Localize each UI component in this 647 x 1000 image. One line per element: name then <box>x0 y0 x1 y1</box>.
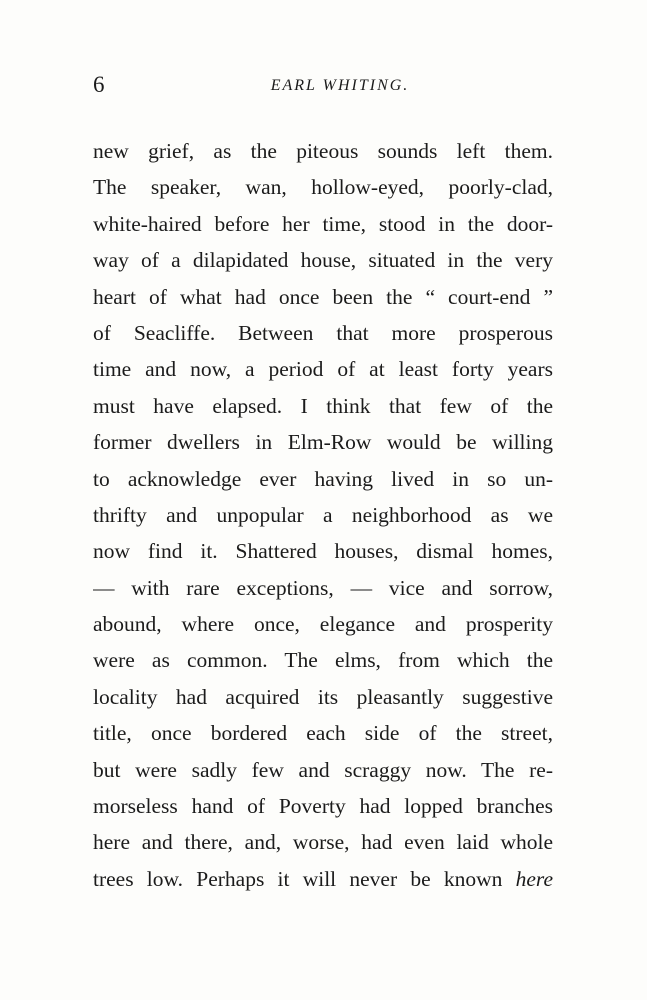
page-number: 6 <box>93 72 105 97</box>
text-line: must have elapsed. I think that few of the <box>93 393 553 418</box>
text-line: but were sadly few and scraggy now. The re- <box>93 757 553 782</box>
last-line-text: trees low. Perhaps it will never be known <box>93 866 503 891</box>
page-header <box>93 72 553 102</box>
text-line: — with rare exceptions, — vice and sorrow, <box>93 575 553 600</box>
text-line: here and there, and, worse, had even laid whole <box>93 830 553 855</box>
text-line: heart of what had once been the “ court-end ” <box>93 284 553 309</box>
text-line: morseless hand of Poverty had lopped branches <box>93 794 553 819</box>
text-line: The speaker, wan, hollow-eyed, poorly-clad, <box>93 175 553 200</box>
text-line-last <box>93 861 553 897</box>
running-title: EARL WHITING. <box>270 77 410 94</box>
text-line: title, once bordered each side of the street, <box>93 721 553 746</box>
body-text <box>93 133 553 897</box>
text-line: white-haired before her time, stood in the door- <box>93 211 553 236</box>
text-line: former dwellers in Elm-Row would be willing <box>93 430 553 455</box>
text-line: thrifty and unpopular a neighborhood as we <box>93 502 553 527</box>
text-line: to acknowledge ever having lived in so un- <box>93 466 553 491</box>
text-line: locality had acquired its pleasantly suggestive <box>93 684 553 709</box>
text-line: time and now, a period of at least forty years <box>93 357 553 382</box>
text-line: abound, where once, elegance and prosperity <box>93 612 553 637</box>
text-line: now find it. Shattered houses, dismal homes, <box>93 539 553 564</box>
italic-word: here <box>515 866 553 891</box>
text-line: were as common. The elms, from which the <box>93 648 553 673</box>
text-line: of Seacliffe. Between that more prosperous <box>93 320 553 345</box>
text-line: new grief, as the piteous sounds left them. <box>93 139 553 163</box>
text-line: way of a dilapidated house, situated in the very <box>93 248 553 273</box>
